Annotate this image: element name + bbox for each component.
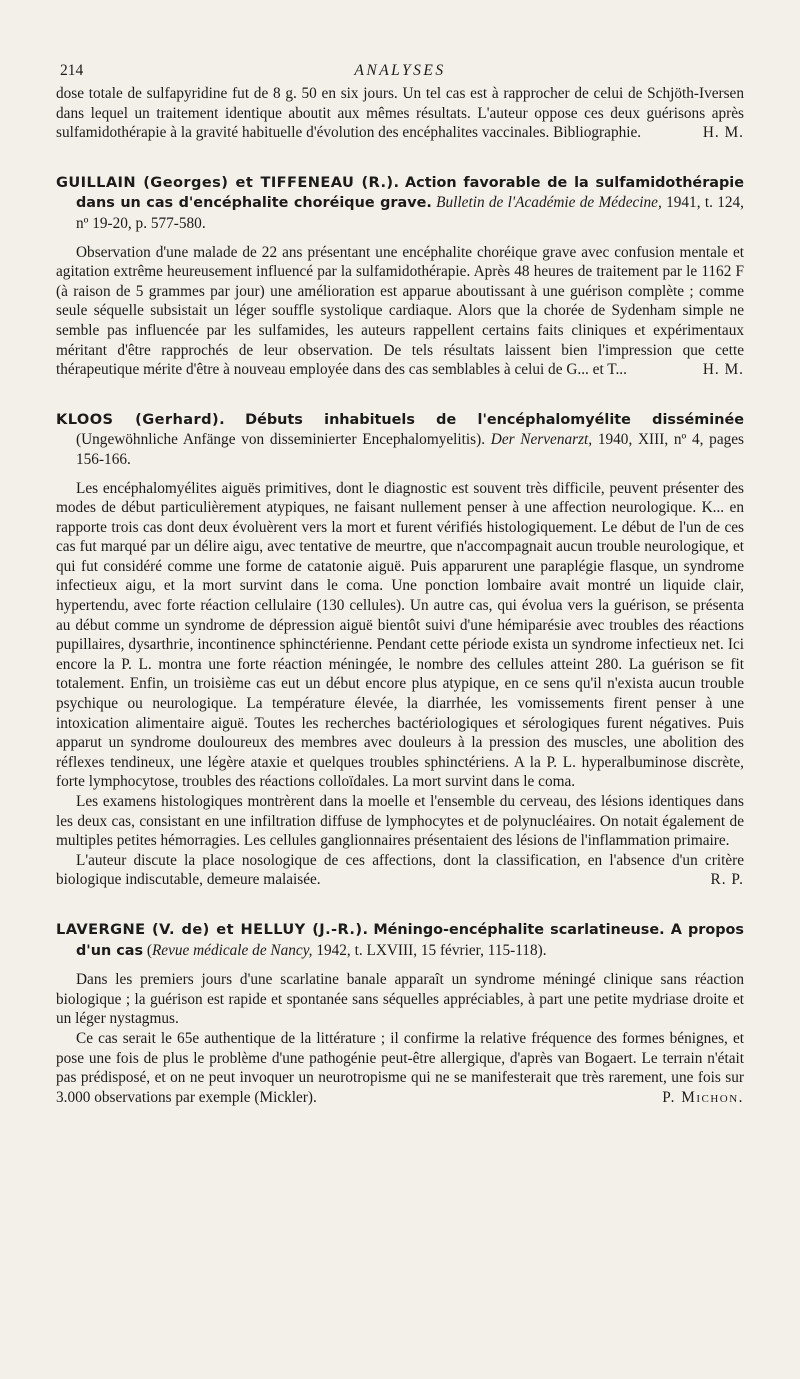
abstract-entry-guillain bbox=[56, 173, 744, 380]
entry-subtitle: (Ungewöhnliche Anfänge von disseminierter Encephalomyelitis). bbox=[76, 431, 486, 449]
abstract-paragraph: Observation d'une malade de 22 ans présentant une encéphalite choréique grave avec confusion mentale et agitation extrême heureusement influencé par la sulfamidothérapie. Après 48 heures de traitement par le 1162 F (à raison de 5 grammes par jour) une amélioration est apparue aboutissant à une guérison complète ; comme seule séquelle subsistait un léger souffle systolique cardiaque. Alors que la chorée de Sydenham simple ne semble pas influencée par les sulfamides, les auteurs rappellent certains faits cliniques et expérimentaux méritant d'être rapprochés de leur observation. De tels résultats laissent bien l'impression que cette thérapeutique mérite d'être à nouveau employée dans des cas semblables à celui de G... et T... H. M. bbox=[56, 243, 744, 379]
running-head bbox=[56, 58, 744, 84]
entry-source: 1942, t. LXVIII, 15 février, 115-118). bbox=[316, 941, 547, 959]
entry-authors: GUILLAIN (Georges) et TIFFENEAU (R.). bbox=[56, 173, 400, 191]
continued-paragraph: dose totale de sulfapyridine fut de 8 g. 50 en six jours. Un tel cas est à rapprocher de celui de Schjöth-Iversen dans lequel un traitement identique aboutit aux mêmes résultats. L'auteur oppose ces deux guérisons après sulfamidothérapie à la gravité habituelle d'évolution des encéphalites vaccinales. Bibliographie. H. M. bbox=[56, 85, 744, 142]
entry-authors: LAVERGNE (V. de) et HELLUY (J.-R.). bbox=[56, 920, 369, 938]
abstract-signature: H. M. bbox=[702, 361, 744, 379]
abstract-entry-lavergne bbox=[56, 920, 744, 1107]
entry-source: 1940, XIII, nº 4, pages 156-166. bbox=[76, 431, 745, 468]
bibliographic-reference bbox=[56, 173, 744, 234]
abstract-paragraph: Les encéphalomyélites aiguës primitives, dont le diagnostic est souvent très difficile, peuvent présenter des modes de début particulièrement atypiques, ne faisant nullement penser à une affection neurologique. K... en rapporte trois cas dont deux évoluèrent vers la mort et furent vérifiés histologiquement. Le début de l'un de ces cas fut marqué par un délire aigu, avec tentative de meurtre, que n'accompagnait aucun trouble neurologique, et qui fut considéré comme une forme de catatonie aiguë. Puis apparurent une paraplégie flasque, un syndrome infectieux aigu, et la mort survint dans le coma. Une ponction lombaire avait montré un liquide clair, hypertendu, avec forte réaction cellulaire (130 cellules). Un autre cas, qui évolua vers la guérison, se présenta au début comme un syndrome de dépression aiguë bientôt suivi d'une hémiparésie avec troubles des réactions pupillaires, dysarthrie, incontinence sphinctérienne. Pendant cette période exista un syndrome infectieux net. Ici encore la P. L. montra une forte réaction méningée, le nombre des cellules atteint 280. La guérison se fit totalement. Enfin, un troisième cas eut un début encore plus atypique, en ce sens qu'il n'exista aucun trouble psychique ou neurologique. La température élevée, la diarrhée, les vomissements firent penser à une intoxication alimentaire aiguë. Toutes les recherches bactériologiques et sérologiques furent négatives. Puis apparut un syndrome douloureux des membres avec douleurs à la pression des muscles, une abolition des réflexes tendineux, une légère ataxie et quelques troubles sphinctériens. A la P. L. hyperalbuminose discrète, forte lymphocytose, troubles des réactions colloïdales. La mort survint dans le coma. bbox=[56, 479, 744, 791]
entry-journal: Der Nervenarzt, bbox=[490, 431, 593, 449]
running-title: ANALYSES bbox=[354, 62, 446, 79]
abstract-paragraph: Les examens histologiques montrèrent dans la moelle et l'ensemble du cerveau, des lésions identiques dans les deux cas, consistant en une infiltration diffuse de lymphocytes et de polynucléaires. On notait également de multiples petites hémorragies. Les cellules ganglionnaires présentaient des lésions de l'inflammation primaire. bbox=[56, 793, 744, 850]
abstract-paragraph: Ce cas serait le 65e authentique de la littérature ; il confirme la relative fréquence des formes bénignes, et pose une fois de plus le problème d'une pathogénie peut-être allergique, d'après van Bogaert. Le terrain n'était pas prédisposé, et on ne peut invoquer un neurotropisme qui ne se manifesterait que très rarement, une fois sur 3.000 observations par exemple (Mickler). P. Michon. bbox=[56, 1029, 744, 1106]
entry-authors: KLOOS (Gerhard). bbox=[56, 410, 226, 428]
entry-title: Action favorable de la sulfamidothérapie dans un cas d'encéphalite choréique grave. bbox=[76, 174, 744, 212]
bibliographic-reference bbox=[56, 920, 744, 961]
entry-title: Méningo-encéphalite scarlatineuse. A propos d'un cas bbox=[76, 921, 744, 959]
page-number: 214 bbox=[60, 62, 84, 79]
abstract-signature: P. Michon. bbox=[662, 1088, 744, 1106]
abstract-entry-kloos bbox=[56, 410, 744, 890]
bibliographic-reference bbox=[56, 410, 744, 470]
abstract-paragraph: Dans les premiers jours d'une scarlatine banale apparaît un syndrome méningé clinique sans réaction biologique ; la guérison est rapide et spontanée sans séquelles appréciables, à part une petite mydriase droite et un léger nystagmus. bbox=[56, 971, 744, 1028]
entry-title: Débuts inhabituels de l'encéphalomyélite disséminée bbox=[245, 411, 745, 428]
entry-journal: Bulletin de l'Académie de Médecine, bbox=[436, 194, 662, 212]
entry-source-open: ( bbox=[146, 941, 152, 959]
entry-source: 1941, t. 124, nº 19-20, p. 577-580. bbox=[76, 194, 744, 232]
entry-journal: Revue médicale de Nancy, bbox=[151, 941, 313, 959]
abstract-signature: R. P. bbox=[710, 871, 744, 889]
abstract-signature: H. M. bbox=[702, 124, 744, 142]
abstract-paragraph: L'auteur discute la place nosologique de ces affections, dont la classification, en l'absence d'un critère biologique indiscutable, demeure malaisée. R. P. bbox=[56, 851, 744, 889]
continued-abstract bbox=[56, 84, 744, 143]
